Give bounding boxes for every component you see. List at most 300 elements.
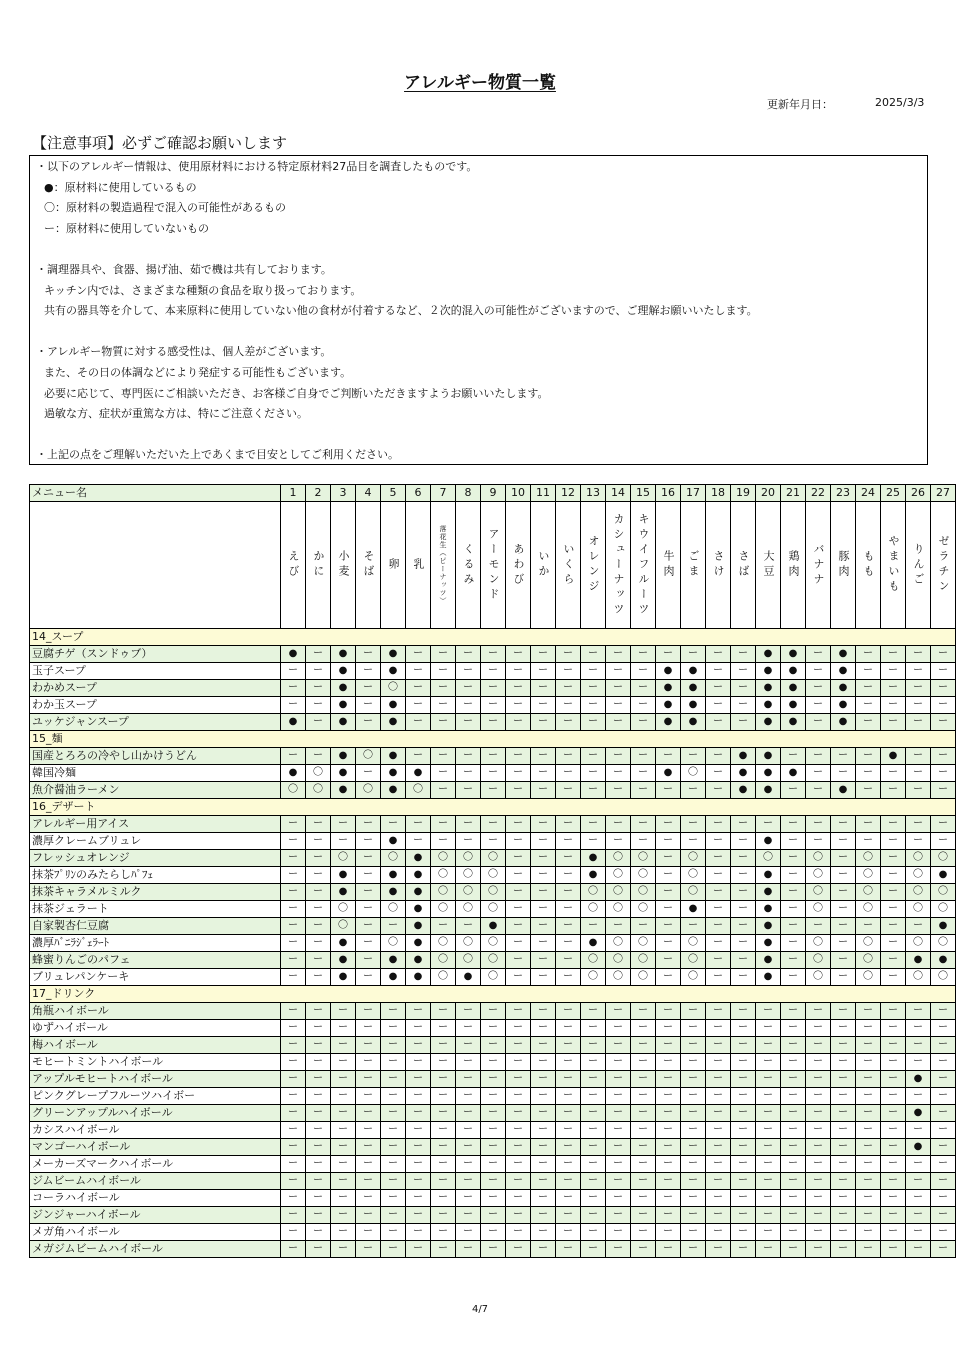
allergen-mark: 〇 (331, 918, 356, 935)
allergen-mark: ー (856, 1207, 881, 1224)
menu-name: ジンジャーハイボール (30, 1207, 281, 1224)
allergen-mark: ー (456, 816, 481, 833)
allergen-mark: ー (456, 765, 481, 782)
allergen-mark: ー (931, 1105, 956, 1122)
allergen-mark: ー (406, 697, 431, 714)
allergen-mark: 〇 (431, 850, 456, 867)
allergen-name-cell (831, 502, 856, 629)
allergen-mark: ー (806, 1190, 831, 1207)
allergen-mark: ー (706, 1224, 731, 1241)
allergen-mark: ー (581, 680, 606, 697)
allergen-name: キウイフルーツ (637, 512, 650, 618)
allergen-mark: ー (456, 1071, 481, 1088)
allergen-mark: ー (531, 1139, 556, 1156)
menu-row (30, 952, 956, 969)
allergen-mark: ー (281, 1105, 306, 1122)
allergen-mark: ー (531, 935, 556, 952)
allergen-mark: ー (706, 646, 731, 663)
allergen-mark: ー (431, 663, 456, 680)
allergen-mark: ー (531, 1071, 556, 1088)
notice-line: キッチン内では、さまざまな種類の食品を取り扱っております。 (44, 283, 362, 297)
allergen-mark: ● (931, 918, 956, 935)
allergen-mark: ● (731, 748, 756, 765)
allergen-mark: ー (781, 918, 806, 935)
allergen-name-cell (931, 502, 956, 629)
allergen-mark: ● (756, 833, 781, 850)
allergen-mark: ー (881, 697, 906, 714)
allergen-mark: ー (481, 697, 506, 714)
allergen-mark: ー (381, 1156, 406, 1173)
allergen-mark: 〇 (606, 884, 631, 901)
allergen-mark: ー (606, 748, 631, 765)
allergen-mark: ● (581, 867, 606, 884)
allergen-mark: ー (681, 918, 706, 935)
allergen-mark: ● (281, 646, 306, 663)
allergen-mark: ー (406, 714, 431, 731)
allergen-mark: ● (781, 714, 806, 731)
allergen-mark: ー (656, 952, 681, 969)
allergen-mark: ー (381, 1088, 406, 1105)
allergen-mark: ー (531, 697, 556, 714)
allergen-mark: ー (681, 1241, 706, 1258)
notice-line: また、その日の体調などにより発症する可能性もございます。 (44, 366, 352, 379)
allergen-mark: ー (831, 1207, 856, 1224)
allergen-mark: ー (931, 765, 956, 782)
allergen-mark: ー (281, 1122, 306, 1139)
allergen-mark: ー (906, 918, 931, 935)
allergen-mark: ー (831, 969, 856, 986)
allergen-mark: ー (756, 1122, 781, 1139)
allergen-mark: ー (731, 1054, 756, 1071)
allergen-mark: ー (481, 1224, 506, 1241)
allergen-mark: ー (306, 918, 331, 935)
allergen-mark: ー (456, 1020, 481, 1037)
allergen-mark: ー (731, 714, 756, 731)
allergen-mark: ー (706, 901, 731, 918)
allergen-mark: ー (606, 1054, 631, 1071)
allergen-mark: ー (306, 1190, 331, 1207)
allergen-mark: ー (906, 1241, 931, 1258)
allergen-mark: ー (606, 680, 631, 697)
allergen-mark: ● (831, 714, 856, 731)
allergen-mark: ー (906, 697, 931, 714)
allergen-mark: ー (381, 1207, 406, 1224)
allergen-mark: ー (306, 680, 331, 697)
allergen-mark: ● (756, 714, 781, 731)
allergen-mark: 〇 (681, 867, 706, 884)
allergen-mark: ー (631, 646, 656, 663)
allergen-mark: ー (481, 646, 506, 663)
allergen-mark: ー (381, 1037, 406, 1054)
allergen-mark: ー (506, 1020, 531, 1037)
allergen-mark: ー (806, 1224, 831, 1241)
allergen-mark: ー (731, 1241, 756, 1258)
allergen-mark: ー (281, 952, 306, 969)
allergen-mark: ー (331, 1122, 356, 1139)
menu-row (30, 1003, 956, 1020)
allergen-mark: ー (806, 748, 831, 765)
allergen-mark: ● (331, 680, 356, 697)
allergen-mark: ー (731, 969, 756, 986)
allergen-mark: ー (406, 1190, 431, 1207)
allergen-mark: ー (356, 1173, 381, 1190)
allergen-mark: ー (306, 1037, 331, 1054)
allergen-mark: ー (631, 714, 656, 731)
notice-heading: 【注意事項】必ずご確認お願いします (32, 134, 288, 152)
allergen-mark: ー (706, 1054, 731, 1071)
allergen-mark: ー (281, 748, 306, 765)
allergen-mark: ー (431, 748, 456, 765)
allergen-mark: 〇 (631, 901, 656, 918)
allergen-mark: ー (356, 1071, 381, 1088)
allergen-mark: ー (606, 1037, 631, 1054)
allergen-mark: ー (756, 1241, 781, 1258)
allergen-mark: ー (556, 1054, 581, 1071)
allergen-mark: 〇 (606, 867, 631, 884)
allergen-mark: ー (681, 1071, 706, 1088)
allergen-mark: ー (556, 646, 581, 663)
allergen-mark: ー (756, 1088, 781, 1105)
allergen-name: えび (287, 550, 300, 580)
allergen-mark: ー (531, 1020, 556, 1037)
allergen-mark: ー (931, 816, 956, 833)
allergen-mark: 〇 (456, 952, 481, 969)
allergen-mark: ー (581, 748, 606, 765)
allergen-mark: ー (706, 952, 731, 969)
allergen-name-cell (481, 502, 506, 629)
allergen-mark: ー (831, 1241, 856, 1258)
allergen-mark: ー (456, 646, 481, 663)
menu-name: 国産とろろの冷やし山かけうどん (30, 748, 281, 765)
allergen-mark: ー (281, 1241, 306, 1258)
allergen-mark: ー (431, 1173, 456, 1190)
allergen-mark: ー (556, 1139, 581, 1156)
allergen-mark: ー (406, 1224, 431, 1241)
menu-name: コーラハイボール (30, 1190, 281, 1207)
allergen-mark: ー (356, 1088, 381, 1105)
allergen-mark: ー (606, 1071, 631, 1088)
allergen-mark: ー (706, 1241, 731, 1258)
allergen-mark: ー (481, 1003, 506, 1020)
allergen-mark: 〇 (581, 969, 606, 986)
allergen-mark: 〇 (681, 952, 706, 969)
allergen-name: ごま (687, 550, 700, 580)
allergen-mark: ー (306, 1003, 331, 1020)
allergen-mark: ー (331, 1139, 356, 1156)
allergen-name: 鶏肉 (787, 550, 800, 580)
allergen-mark: 〇 (431, 935, 456, 952)
notice-box (29, 155, 928, 465)
allergen-mark: ー (881, 1071, 906, 1088)
allergen-name: いくら (562, 542, 575, 588)
allergen-mark: ー (531, 748, 556, 765)
allergen-name-cell (881, 502, 906, 629)
allergen-mark: ー (681, 1037, 706, 1054)
allergen-name-cell (731, 502, 756, 629)
allergen-mark: ● (756, 782, 781, 799)
allergen-mark: ー (656, 969, 681, 986)
allergen-mark: ー (931, 697, 956, 714)
allergen-mark: ー (306, 850, 331, 867)
allergen-mark: ー (756, 1020, 781, 1037)
allergen-mark: ー (506, 952, 531, 969)
allergen-mark: ー (306, 748, 331, 765)
allergen-mark: ー (281, 1037, 306, 1054)
allergen-mark: ー (781, 1207, 806, 1224)
allergen-mark: ー (406, 1003, 431, 1020)
allergen-mark: ー (331, 1207, 356, 1224)
allergen-mark: ー (781, 1054, 806, 1071)
allergen-mark: 〇 (581, 952, 606, 969)
allergen-number: 22 (806, 485, 831, 502)
allergen-mark: 〇 (681, 969, 706, 986)
allergen-mark: ー (656, 1139, 681, 1156)
allergen-mark: ー (906, 646, 931, 663)
allergen-name-cell (356, 502, 381, 629)
allergen-mark: ● (381, 646, 406, 663)
allergen-mark: 〇 (456, 850, 481, 867)
allergen-mark: 〇 (281, 782, 306, 799)
allergen-mark: ー (306, 833, 331, 850)
allergen-mark: ー (931, 1190, 956, 1207)
allergen-mark: ー (381, 1071, 406, 1088)
allergen-mark: 〇 (381, 935, 406, 952)
allergen-mark: ー (906, 1190, 931, 1207)
category-label: 16_デザート (30, 799, 956, 816)
allergen-mark: 〇 (806, 969, 831, 986)
allergen-names-row (30, 502, 956, 629)
allergen-mark: ー (556, 1003, 581, 1020)
allergen-mark: ー (531, 1003, 556, 1020)
allergen-mark: ー (406, 1071, 431, 1088)
allergen-mark: ー (506, 765, 531, 782)
allergen-mark: ー (731, 867, 756, 884)
allergen-mark: ー (756, 1037, 781, 1054)
allergen-mark: ー (556, 901, 581, 918)
allergen-mark: ● (381, 748, 406, 765)
allergen-mark: ー (281, 918, 306, 935)
allergen-mark: ー (781, 1190, 806, 1207)
allergen-mark: ー (581, 714, 606, 731)
allergen-mark: ー (706, 833, 731, 850)
allergen-mark: ー (681, 1224, 706, 1241)
allergen-mark: ● (406, 867, 431, 884)
allergen-mark: 〇 (906, 935, 931, 952)
allergen-mark: ー (506, 663, 531, 680)
allergen-mark: ー (756, 1207, 781, 1224)
allergen-mark: ー (531, 1173, 556, 1190)
allergen-mark: ー (281, 1156, 306, 1173)
allergen-mark: ー (456, 1190, 481, 1207)
allergen-name-cell (631, 502, 656, 629)
allergen-mark: ー (556, 1190, 581, 1207)
allergen-mark: ー (806, 1105, 831, 1122)
allergen-mark: ー (631, 1241, 656, 1258)
allergen-mark: ー (506, 1054, 531, 1071)
allergen-mark: ● (481, 918, 506, 935)
menu-name: メーカーズマークハイボール (30, 1156, 281, 1173)
allergen-mark: ー (531, 1054, 556, 1071)
allergen-mark: ● (906, 952, 931, 969)
allergen-mark: ー (556, 748, 581, 765)
allergen-mark: ー (881, 1173, 906, 1190)
allergen-number: 19 (731, 485, 756, 502)
allergen-mark: ー (931, 680, 956, 697)
allergen-name-cell (281, 502, 306, 629)
allergen-mark: ー (806, 918, 831, 935)
allergen-mark: ー (456, 1207, 481, 1224)
allergen-mark: ー (831, 1139, 856, 1156)
allergen-mark: ー (456, 1003, 481, 1020)
allergen-mark: ー (281, 867, 306, 884)
allergen-mark: ー (906, 1122, 931, 1139)
allergen-name: オレンジ (587, 535, 600, 595)
allergen-mark: ー (281, 816, 306, 833)
allergen-mark: ー (406, 1173, 431, 1190)
category-row (30, 799, 956, 816)
allergen-mark: ● (756, 663, 781, 680)
allergen-name-cell (506, 502, 531, 629)
allergen-mark: ● (831, 646, 856, 663)
allergen-mark: ー (731, 663, 756, 680)
allergen-mark: 〇 (631, 867, 656, 884)
allergen-mark: ー (281, 1071, 306, 1088)
allergen-mark: 〇 (381, 680, 406, 697)
allergen-mark: ー (856, 918, 881, 935)
menu-row (30, 1071, 956, 1088)
allergen-mark: ー (806, 782, 831, 799)
menu-name: 韓国冷麺 (30, 765, 281, 782)
allergen-mark: ー (456, 1173, 481, 1190)
allergen-mark: ● (406, 969, 431, 986)
allergen-mark: ー (731, 1190, 756, 1207)
allergen-name: 卵 (387, 557, 400, 573)
allergen-mark: ー (456, 1105, 481, 1122)
allergen-mark: 〇 (906, 969, 931, 986)
allergen-mark: ー (331, 1020, 356, 1037)
allergen-mark: ー (531, 969, 556, 986)
allergen-mark: ● (781, 663, 806, 680)
allergen-mark: ● (656, 765, 681, 782)
allergen-mark: ー (481, 680, 506, 697)
allergen-mark: ー (531, 1224, 556, 1241)
allergen-mark: ー (356, 1224, 381, 1241)
allergen-mark: ー (806, 833, 831, 850)
allergen-mark: ー (581, 1071, 606, 1088)
allergen-mark: ー (856, 1190, 881, 1207)
allergen-mark: ー (556, 1088, 581, 1105)
category-label: 17_ドリンク (30, 986, 956, 1003)
allergen-mark: ー (906, 1003, 931, 1020)
allergen-mark: 〇 (931, 884, 956, 901)
allergen-number: 24 (856, 485, 881, 502)
menu-row (30, 1122, 956, 1139)
allergen-mark: ー (306, 714, 331, 731)
allergen-mark: ー (731, 697, 756, 714)
allergen-mark: ー (281, 1207, 306, 1224)
allergen-mark: ー (431, 1207, 456, 1224)
allergen-mark: ー (531, 952, 556, 969)
allergen-mark: ー (806, 1241, 831, 1258)
allergen-mark: ー (506, 714, 531, 731)
allergen-mark: ー (581, 1105, 606, 1122)
allergen-mark: ー (781, 1122, 806, 1139)
allergen-mark: ー (506, 850, 531, 867)
allergen-mark: ー (506, 697, 531, 714)
allergen-mark: ー (431, 714, 456, 731)
allergen-mark: ー (731, 1139, 756, 1156)
allergen-mark: ー (556, 816, 581, 833)
allergen-mark: ー (556, 1105, 581, 1122)
menu-name: わか玉スープ (30, 697, 281, 714)
allergen-mark: ー (756, 1003, 781, 1020)
allergen-mark: ー (856, 680, 881, 697)
allergen-mark: ー (506, 1122, 531, 1139)
allergen-mark: ー (406, 680, 431, 697)
allergen-mark: ー (781, 867, 806, 884)
allergen-mark: ー (356, 816, 381, 833)
allergen-mark: ー (881, 833, 906, 850)
allergen-mark: ー (831, 1105, 856, 1122)
allergen-mark: ● (656, 714, 681, 731)
allergen-mark: ー (731, 1156, 756, 1173)
allergen-mark: ー (706, 850, 731, 867)
allergen-mark: ● (931, 952, 956, 969)
allergen-mark: ー (556, 1224, 581, 1241)
allergen-mark: ー (781, 1071, 806, 1088)
allergen-mark: ー (881, 1037, 906, 1054)
allergen-mark: ー (881, 867, 906, 884)
allergen-mark: ー (431, 680, 456, 697)
allergen-mark: ー (481, 714, 506, 731)
allergen-number: 1 (281, 485, 306, 502)
allergen-mark: ー (506, 1207, 531, 1224)
allergen-mark: ー (881, 1241, 906, 1258)
allergen-mark: ー (881, 952, 906, 969)
allergen-mark: ー (606, 714, 631, 731)
allergen-mark: ● (656, 697, 681, 714)
allergen-mark: ー (406, 646, 431, 663)
allergen-mark: 〇 (381, 901, 406, 918)
allergen-mark: ー (706, 782, 731, 799)
allergen-mark: ー (531, 646, 556, 663)
allergen-mark: ー (781, 1156, 806, 1173)
allergen-mark: ● (331, 935, 356, 952)
allergen-mark: ー (481, 1054, 506, 1071)
allergen-mark: ー (406, 1020, 431, 1037)
menu-name: マンゴーハイボール (30, 1139, 281, 1156)
allergen-mark: ー (406, 663, 431, 680)
allergen-mark: ー (881, 646, 906, 663)
allergen-name: 小麦 (337, 550, 350, 580)
allergen-mark: 〇 (481, 867, 506, 884)
allergen-mark: ー (906, 714, 931, 731)
allergen-mark: ー (731, 1207, 756, 1224)
allergen-mark: ー (306, 697, 331, 714)
allergen-mark: 〇 (631, 952, 656, 969)
allergen-mark: ー (481, 1241, 506, 1258)
allergen-name: 牛肉 (662, 550, 675, 580)
allergen-mark: ● (756, 697, 781, 714)
allergen-mark: ー (856, 646, 881, 663)
allergen-mark: ー (731, 1003, 756, 1020)
allergen-mark: ー (931, 748, 956, 765)
allergen-mark: 〇 (306, 765, 331, 782)
allergen-mark: ー (381, 1224, 406, 1241)
allergen-mark: ● (781, 765, 806, 782)
allergen-mark: ー (306, 1139, 331, 1156)
allergen-mark: ー (931, 1037, 956, 1054)
